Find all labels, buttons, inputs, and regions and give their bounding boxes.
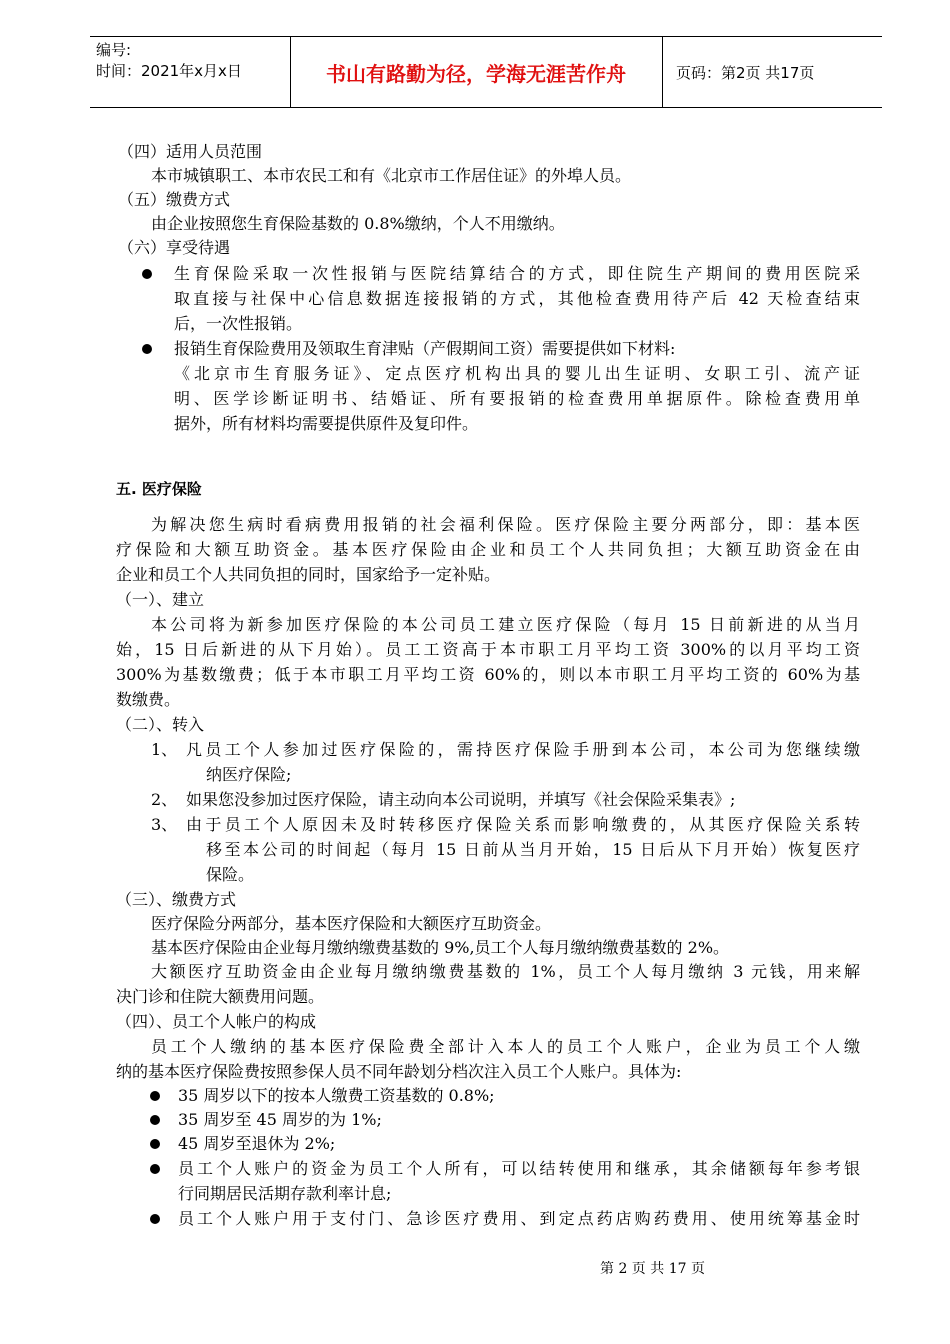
c2-1-number: 1、 bbox=[151, 740, 178, 759]
s6-b1-line1: 生育保险采取一次性报销与医院结算结合的方式，即住院生产期间的费用医院采 bbox=[174, 264, 860, 283]
s4-title: （四）适用人员范围 bbox=[118, 142, 263, 161]
c3-line2: 基本医疗保险由企业每月缴纳缴费基数的 9%,员工个人每月缴纳缴费基数的 2%。 bbox=[151, 938, 730, 957]
five-p1-line1: 为解决您生病时看病费用报销的社会福利保险。医疗保险主要分两部分，即：基本医 bbox=[151, 515, 860, 534]
c2-2-number: 2、 bbox=[151, 790, 178, 809]
bullet-icon bbox=[142, 344, 152, 354]
five-p1-line2: 疗保险和大额互助资金。基本医疗保险由企业和员工个人共同负担；大额互助资金在由 bbox=[116, 540, 860, 559]
c3-line1: 医疗保险分两部分，基本医疗保险和大额医疗互助资金。 bbox=[151, 914, 552, 933]
header-divider-right bbox=[662, 37, 663, 107]
c4-bullet4-line2: 行同期居民活期存款利率计息; bbox=[178, 1184, 392, 1203]
header-number: 编号: bbox=[96, 41, 132, 59]
c4-bullet4-line1: 员工个人账户的资金为员工个人所有，可以结转使用和继承，其余储额每年参考银 bbox=[178, 1159, 860, 1178]
c1-line4: 数缴费。 bbox=[116, 690, 181, 709]
c4-bullet3: 45 周岁至退休为 2%; bbox=[178, 1134, 336, 1153]
c3-title: （三）、缴费方式 bbox=[116, 890, 237, 909]
c2-title: （二）、转入 bbox=[116, 715, 205, 734]
c4-bullet2: 35 周岁至 45 周岁的为 1%; bbox=[178, 1110, 382, 1129]
c1-line2: 始，15 日后新进的从下月始）。员工工资高于本市职工月平均工资 300%的以月平均工资 bbox=[116, 640, 860, 659]
c4-bullet5-line1: 员工个人账户用于支付门、急诊医疗费用、到定点药店购药费用、使用统筹基金时 bbox=[178, 1209, 860, 1228]
s6-b2-line4: 据外，所有材料均需要提供原件及复印件。 bbox=[174, 414, 479, 433]
page-header bbox=[90, 36, 882, 108]
c2-3-number: 3、 bbox=[151, 815, 178, 834]
c3-line4: 决门诊和住院大额费用问题。 bbox=[116, 987, 325, 1006]
header-left bbox=[96, 40, 286, 82]
c4-title: （四）、员工个人帐户的构成 bbox=[116, 1012, 317, 1031]
c1-line1: 本公司将为新参加医疗保险的本公司员工建立医疗保险（每月 15 日前新进的从当月 bbox=[151, 615, 860, 634]
c2-3-line2: 移至本公司的时间起（每月 15 日前从当月开始，15 日后从下月开始）恢复医疗 bbox=[206, 840, 860, 859]
c3-line3: 大额医疗互助资金由企业每月缴纳缴费基数的 1%，员工个人每月缴纳 3 元钱，用来解 bbox=[151, 962, 860, 981]
c2-1-line2: 纳医疗保险; bbox=[206, 765, 292, 784]
bullet-icon bbox=[150, 1214, 160, 1224]
header-page-number: 页码：第2页 共17页 bbox=[676, 63, 815, 82]
bullet-icon bbox=[150, 1164, 160, 1174]
section-five-title: 五. 医疗保险 bbox=[116, 480, 202, 498]
c4-bullet1: 35 周岁以下的按本人缴费工资基数的 0.8%; bbox=[178, 1086, 495, 1105]
bullet-icon bbox=[142, 269, 152, 279]
c4-line1: 员工个人缴纳的基本医疗保险费全部计入本人的员工个人账户，企业为员工个人缴 bbox=[151, 1037, 860, 1056]
bullet-icon bbox=[150, 1115, 160, 1125]
s6-title: （六）享受待遇 bbox=[118, 238, 231, 257]
bullet-icon bbox=[150, 1091, 160, 1101]
five-p1-line3: 企业和员工个人共同负担的同时，国家给予一定补贴。 bbox=[116, 565, 501, 584]
bullet-icon bbox=[150, 1139, 160, 1149]
c1-line3: 300%为基数缴费；低于本市职工月平均工资 60%的，则以本市职工月平均工资的 60%为基 bbox=[116, 665, 860, 684]
s5-text: 由企业按照您生育保险基数的 0.8%缴纳，个人不用缴纳。 bbox=[151, 214, 565, 233]
c2-3-line1: 由于员工个人原因未及时转移医疗保险关系而影响缴费的，从其医疗保险关系转 bbox=[186, 815, 860, 834]
s6-b2-line2: 《北京市生育服务证》、定点医疗机构出具的婴儿出生证明、女职工引、流产证 bbox=[174, 364, 860, 383]
c2-2-line1: 如果您没参加过医疗保险，请主动向本公司说明，并填写《社会保险采集表》; bbox=[186, 790, 736, 809]
s6-b1-line2: 取直接与社保中心信息数据连接报销的方式，其他检查费用待产后 42 天检查结束 bbox=[174, 289, 860, 308]
s6-b2-line1: 报销生育保险费用及领取生育津贴（产假期间工资）需要提供如下材料: bbox=[174, 339, 676, 358]
header-time: 时间：2021年x月x日 bbox=[96, 62, 242, 80]
c2-3-line3: 保险。 bbox=[206, 865, 255, 884]
s6-b1-line3: 后，一次性报销。 bbox=[174, 314, 303, 333]
s6-b2-line3: 明、医学诊断证明书、结婚证、所有要报销的检查费用单据原件。除检查费用单 bbox=[174, 389, 860, 408]
c2-1-line1: 凡员工个人参加过医疗保险的，需持医疗保险手册到本公司，本公司为您继续缴 bbox=[186, 740, 860, 759]
c4-line2: 纳的基本医疗保险费按照参保人员不同年龄划分档次注入员工个人账户。具体为: bbox=[116, 1062, 682, 1081]
header-motto: 书山有路勤为径，学海无涯苦作舟 bbox=[326, 61, 626, 86]
c1-title: （一）、建立 bbox=[116, 590, 205, 609]
page-footer: 第 2 页 共 17 页 bbox=[600, 1261, 705, 1277]
s4-text: 本市城镇职工、本市农民工和有《北京市工作居住证》的外埠人员。 bbox=[151, 166, 632, 185]
s5-title: （五）缴费方式 bbox=[118, 190, 231, 209]
